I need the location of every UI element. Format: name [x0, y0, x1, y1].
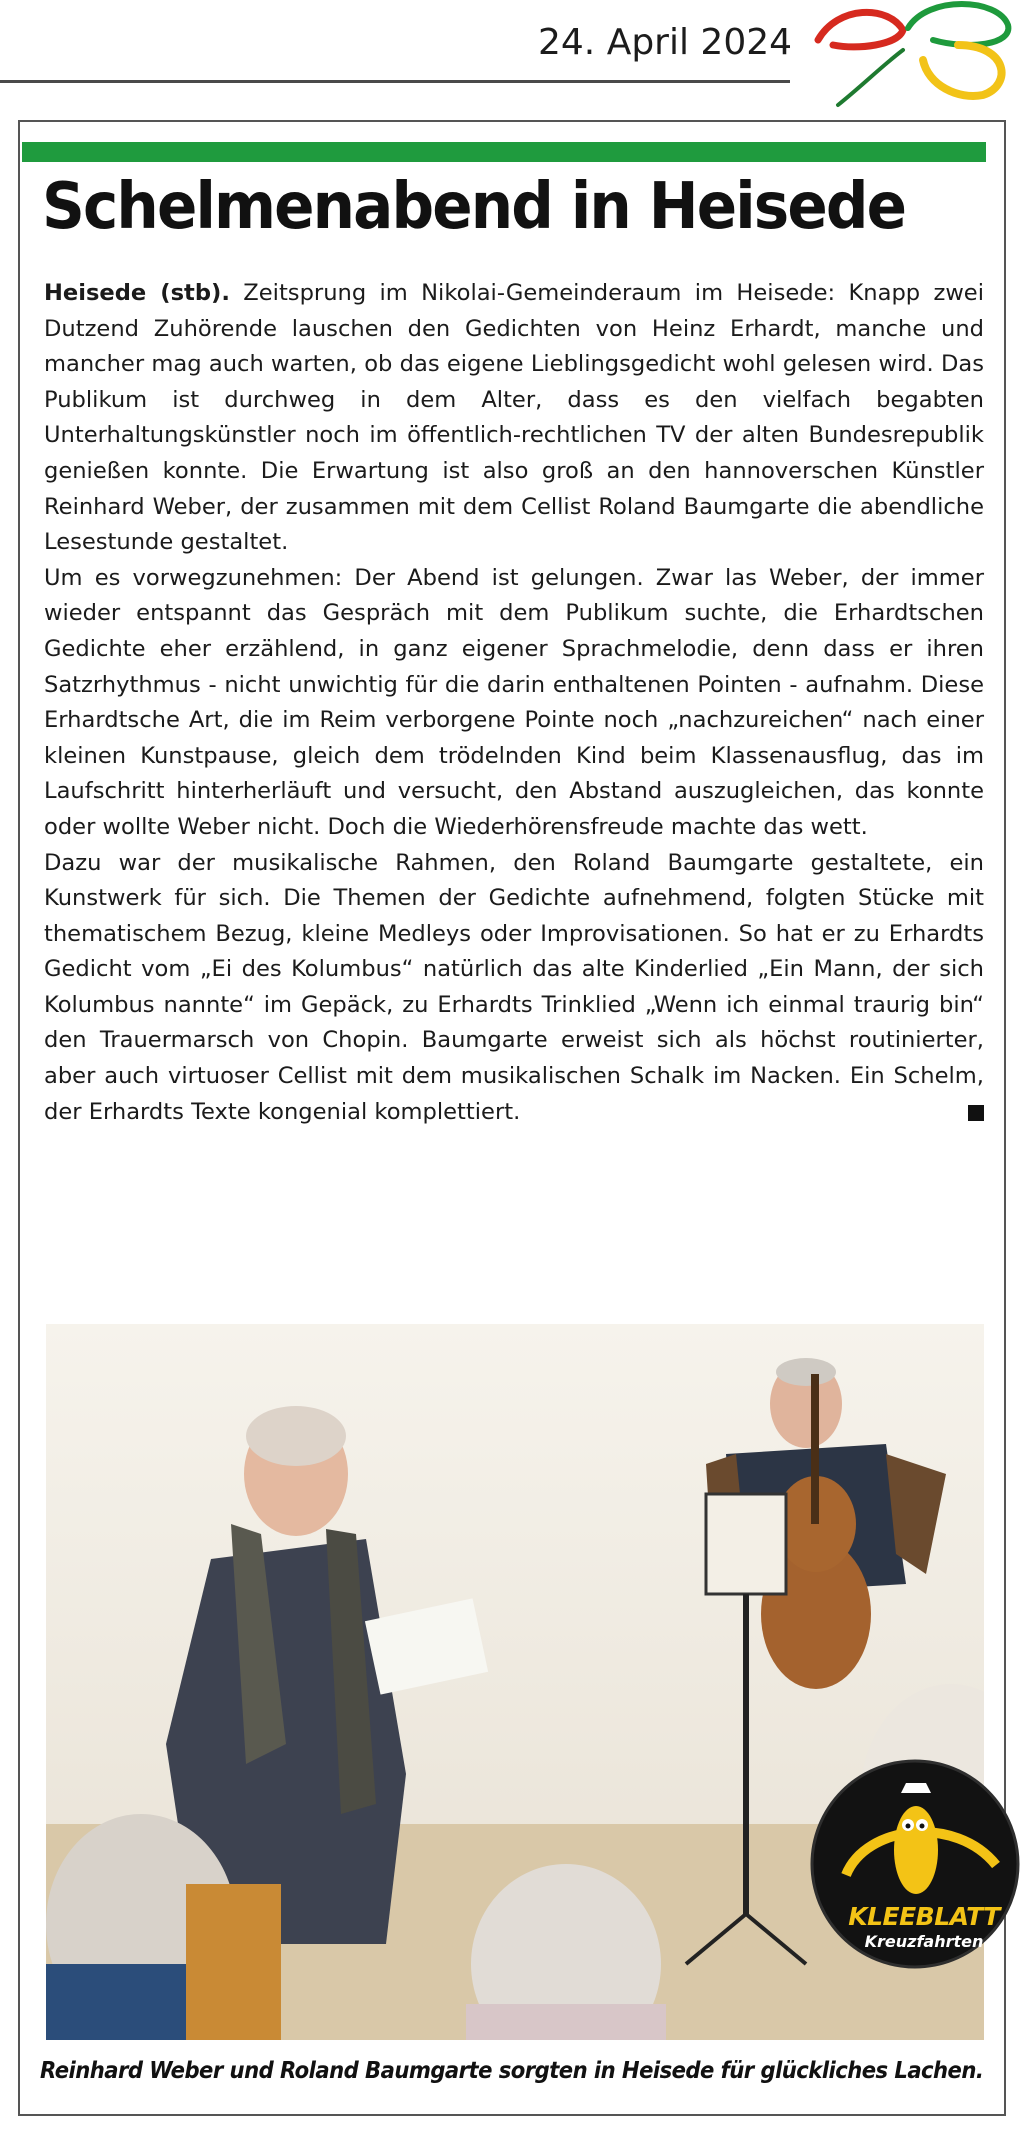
article-dateline: Heisede (stb).	[44, 280, 230, 306]
cloverleaf-logo	[808, 0, 1024, 110]
article-paragraph-text: Zeitsprung im Nikolai-Gemeinderaum im Heisede: Knapp zwei Dutzend Zuhörende lauschen den Gedichten von Heinz Erhardt, manche und mancher mag auch warten, ob das eigene Lieblingsgedicht wohl gelesen wird. Das Publikum ist durchweg in dem Alter, dass es den vielfach begabten Unterhaltungskünstler noch im öffentlich-rechtlichen TV der alten Bundesrepublik genießen konnte. Die Erwartung ist also groß an den hannoverschen Künstler Reinhard Weber, der zusammen mit dem Cellist Roland Baumgarte die abendliche Lesestunde gestaltet.	[44, 280, 984, 556]
photo-caption: Reinhard Weber und Roland Baumgarte sorgten in Heisede für glückliches Lachen.	[40, 2058, 984, 2084]
article-paragraph-text: Dazu war der musikalische Rahmen, den Roland Baumgarte gestaltete, ein Kunstwerk für sich. Die Themen der Gedichte aufnehmend, folgten Stücke mit thematischem Bezug, kleine Medleys oder Improvisationen. So hat er zu Erhardts Gedicht vom „Ei des Kolumbus“ natürlich das alte Kinderlied „Ein Mann, der sich Kolumbus nannte“ im Gepäck, zu Erhardts Trinklied „Wenn ich einmal traurig bin“ den Trauermarsch von Chopin. Baumgarte erweist sich als höchst routinierter, aber auch virtuoser Cellist mit dem musikalischen Schalk im Nacken. Ein Schelm, der Erhardts Texte kongenial komplettiert.	[44, 849, 984, 1125]
article-accent-bar	[22, 142, 986, 162]
article-paragraph: Um es vorwegzunehmen: Der Abend ist gelungen. Zwar las Weber, der immer wieder entspannt das Gespräch mit dem Publikum suchte, die Erhardtschen Gedichte eher erzählend, in ganz eigener Sprachmelodie, denn dass er ihren Satzrhythmus - nicht unwichtig für die darin enthaltenen Pointen - aufnahm. Diese Erhardtsche Art, die im Reim verborgene Pointe noch „nachzureichen“ nach einer kleinen Kunstpause, gleich dem trödelnden Kind beim Klassenausflug, das im Laufschritt hinterherläuft und versucht, den Abstand auszugleichen, das konnte oder wollte Weber nicht. Doch die Wiederhörensfreude machte das wett.	[44, 564, 984, 840]
article-headline: Schelmenabend in Heisede	[42, 170, 906, 244]
article-paragraph	[44, 846, 984, 1131]
badge-brand-sub: Kreuzfahrten	[864, 1932, 984, 1951]
issue-date: 24. April 2024	[538, 22, 793, 63]
article-body	[44, 276, 984, 1130]
header-rule	[0, 80, 790, 83]
badge-brand-name: KLEEBLATT	[848, 1902, 1000, 1931]
article-paragraph	[44, 276, 984, 561]
end-of-article-square	[968, 1105, 984, 1121]
page-header	[0, 0, 1024, 110]
